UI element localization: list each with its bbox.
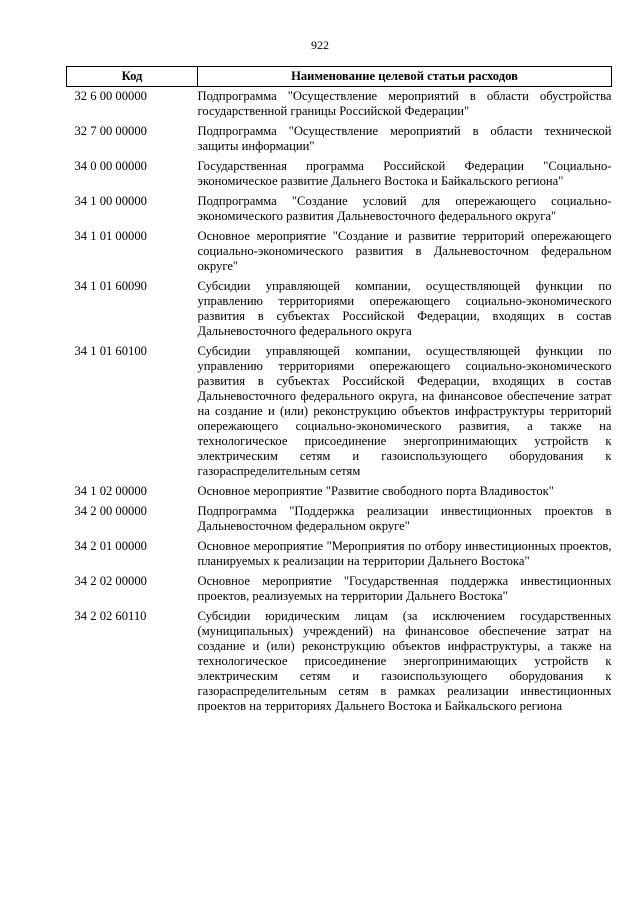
name-cell: Подпрограмма "Поддержка реализации инвестиционных проектов в Дальневосточном федеральном округе": [197, 504, 612, 533]
name-column-header: Наименование целевой статьи расходов: [198, 67, 612, 87]
name-cell: Субсидии управляющей компании, осуществляющей функции по управлению территориями опережающего социально-экономического развития в субъектах Российской Федерации, входящих в состав Дальневосточного федерального округа, на финансовое обеспечение затрат на создание и (или) реконструкцию объектов инфраструктуры территорий опережающего социально-экономического развития, а также на технологическое присоединение энергопринимающих устройств к электрическим сетям и газоиспользующего оборудования к газораспределительным сетям: [197, 344, 612, 478]
table-header-row: [67, 67, 612, 87]
code-cell: 34 2 00 00000: [74, 504, 147, 518]
code-cell: 34 2 02 00000: [74, 574, 147, 588]
name-cell: Основное мероприятие "Мероприятия по отбору инвестиционных проектов, планируемых к реализации на территории Дальнего Востока": [197, 539, 612, 568]
table-row: [67, 279, 612, 344]
table-row: [67, 504, 612, 539]
table-row: [67, 539, 612, 574]
name-cell: Подпрограмма "Создание условий для опережающего социально-экономического развития Дальневосточного федерального округа": [197, 194, 612, 223]
code-cell: 32 6 00 00000: [74, 89, 147, 103]
code-cell: 34 1 01 60100: [74, 344, 147, 358]
code-cell: 34 2 01 00000: [74, 539, 147, 553]
table-row: [67, 229, 612, 279]
name-cell: Субсидии управляющей компании, осуществляющей функции по управлению территориями опережающего социально-экономического развития в субъектах Российской Федерации, входящих в состав Дальневосточного федерального округа: [197, 279, 612, 338]
table-row: [67, 484, 612, 504]
page-number: 922: [311, 38, 329, 52]
table-row: [67, 574, 612, 609]
name-cell: Основное мероприятие "Государственная поддержка инвестиционных проектов, реализуемых на территории Дальнего Востока": [197, 574, 612, 603]
table-row: [67, 344, 612, 484]
table-row: [67, 124, 612, 159]
name-cell: Подпрограмма "Осуществление мероприятий в области обустройства государственной границы Российской Федерации": [197, 89, 612, 118]
code-cell: 34 1 00 00000: [74, 194, 147, 208]
code-column-header: Код: [67, 67, 198, 87]
table-row: [67, 159, 612, 194]
code-cell: 34 0 00 00000: [74, 159, 147, 173]
name-cell: Основное мероприятие "Развитие свободного порта Владивосток": [197, 484, 554, 498]
name-cell: Основное мероприятие "Создание и развитие территорий опережающего социально-экономического развития в Дальневосточном федеральном округе": [197, 229, 612, 273]
name-cell: Подпрограмма "Осуществление мероприятий в области технической защиты информации": [197, 124, 612, 153]
table-row: [67, 609, 612, 719]
name-cell: Субсидии юридическим лицам (за исключением государственных (муниципальных) учреждений) на финансовое обеспечение затрат на создание и (или) реконструкцию объектов инфраструктуры, а также на технологическое присоединение энергопринимающих устройств к электрическим сетям и газоиспользующего оборудования к газораспределительным сетям в рамках реализации инвестиционных проектов на территориях Дальнего Востока и Байкальского региона: [197, 609, 612, 713]
code-cell: 34 2 02 60110: [74, 609, 147, 623]
table-row: [67, 194, 612, 229]
target-articles-table: [66, 66, 612, 719]
table-row: [67, 87, 612, 125]
code-cell: 34 1 02 00000: [74, 484, 147, 498]
code-cell: 34 1 01 00000: [74, 229, 147, 243]
name-cell: Государственная программа Российской Федерации "Социально-экономическое развитие Дальнего Востока и Байкальского региона": [197, 159, 612, 188]
code-cell: 32 7 00 00000: [74, 124, 147, 138]
code-cell: 34 1 01 60090: [74, 279, 147, 293]
